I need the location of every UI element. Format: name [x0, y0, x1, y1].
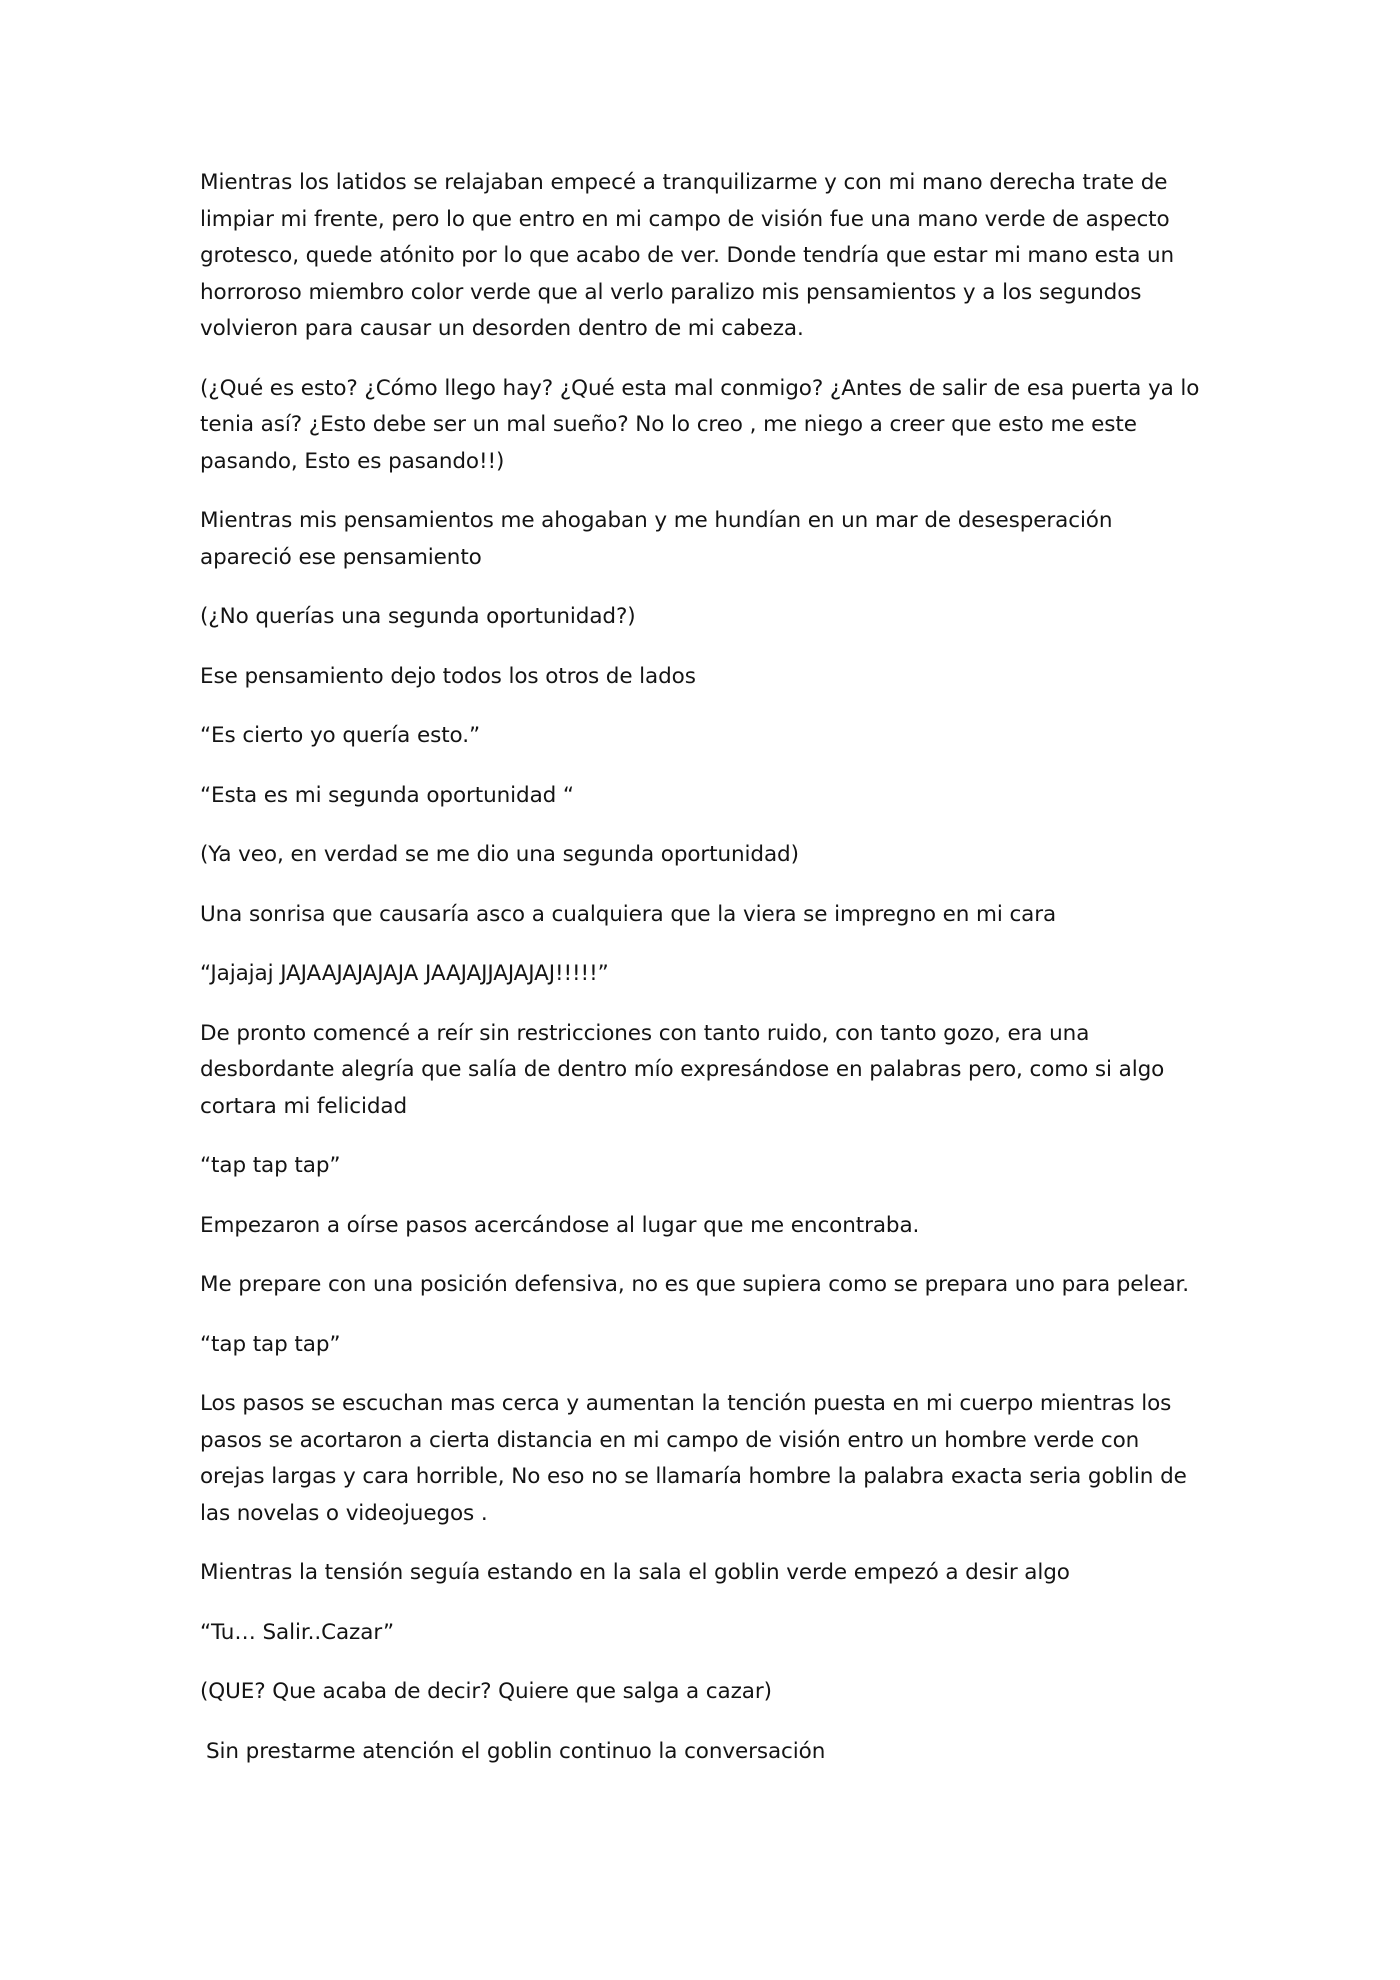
paragraph-3: Mientras mis pensamientos me ahogaban y me hundían en un mar de desesperación apareció ese pensamiento [200, 508, 1113, 570]
paragraph-16: Los pasos se escuchan mas cerca y aumentan la tención puesta en mi cuerpo mientras los pasos se acortaron a cierta distancia en mi campo de visión entro un hombre verde con orejas largas y cara horrible, No eso no se llamaría hombre la palabra exacta seria goblin de las novelas o videojuegos . [200, 1391, 1187, 1526]
paragraph-4: (¿No querías una segunda oportunidad?) [200, 604, 636, 629]
paragraph-8: (Ya veo, en verdad se me dio una segunda oportunidad) [200, 842, 799, 867]
paragraph-18: “Tu… Salir..Cazar” [200, 1619, 394, 1645]
paragraph-2: (¿Qué es esto? ¿Cómo llego hay? ¿Qué esta mal conmigo? ¿Antes de salir de esa puerta ya lo tenia así? ¿Esto debe ser un mal sueño? No lo creo , me niego a creer que esto me este pasando, Esto es pasando!!) [200, 375, 1200, 474]
paragraph-10: “Jajajaj JAJAAJAJAJAJA JAAJAJJAJAJAJ!!!!!” [200, 961, 609, 986]
paragraph-15: “tap tap tap” [200, 1331, 341, 1357]
paragraph-12: “tap tap tap” [200, 1153, 341, 1178]
paragraph-19: (QUE? Que acaba de decir? Quiere que salga a cazar) [200, 1679, 772, 1704]
paragraph-14: Me prepare con una posición defensiva, no es que supiera como se prepara uno para pelear. [200, 1272, 1190, 1297]
paragraph-11: De pronto comencé a reír sin restricciones con tanto ruido, con tanto gozo, era una desbordante alegría que salía de dentro mío expresándose en palabras pero, como si algo cortara mi felicidad [200, 1020, 1165, 1119]
paragraph-20: Sin prestarme atención el goblin continuo la conversación [206, 1738, 826, 1764]
paragraph-13: Empezaron a oírse pasos acercándose al lugar que me encontraba. [200, 1212, 920, 1238]
document-body [200, 165, 1200, 1793]
paragraph-17: Mientras la tensión seguía estando en la sala el goblin verde empezó a desir algo [200, 1560, 1070, 1585]
paragraph-6: “Es cierto yo quería esto.” [200, 723, 480, 748]
paragraph-1: Mientras los latidos se relajaban empecé a tranquilizarme y con mi mano derecha trate de limpiar mi frente, pero lo que entro en mi campo de visión fue una mano verde de aspecto grotesco, quede atónito por lo que acabo de ver. Donde tendría que estar mi mano esta un horroroso miembro color verde que al verlo paralizo mis pensamientos y a los segundos volvieron para causar un desorden dentro de mi cabeza. [200, 170, 1175, 341]
paragraph-5: Ese pensamiento dejo todos los otros de lados [200, 663, 696, 689]
paragraph-9: Una sonrisa que causaría asco a cualquiera que la viera se impregno en mi cara [200, 901, 1057, 927]
paragraph-7: “Esta es mi segunda oportunidad “ [200, 782, 574, 808]
